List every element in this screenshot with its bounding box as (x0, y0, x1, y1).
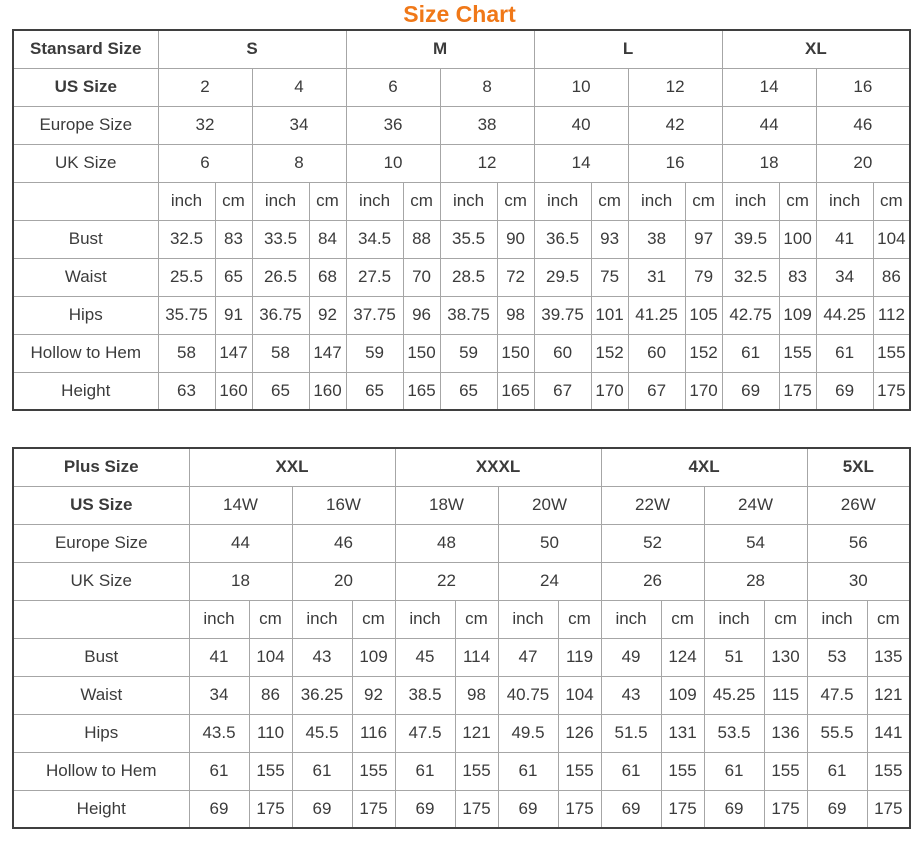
measurement-value-cell: 32.5 (722, 258, 779, 296)
measurement-value-cell: 53.5 (704, 714, 764, 752)
unit-header-row (13, 182, 910, 220)
size-value-cell: 14 (534, 144, 628, 182)
measurement-value-cell: 112 (873, 296, 910, 334)
size-value-cell: 44 (189, 524, 292, 562)
unit-header-cell: inch (189, 600, 249, 638)
measurement-value-cell: 39.5 (722, 220, 779, 258)
measurement-value-cell: 67 (534, 372, 591, 410)
size-conversion-row (13, 524, 910, 562)
size-value-cell: 10 (346, 144, 440, 182)
size-conversion-row (13, 68, 910, 106)
measurement-value-cell: 121 (455, 714, 498, 752)
size-value-cell: 28 (704, 562, 807, 600)
unit-header-cell: inch (395, 600, 455, 638)
unit-header-cell: cm (352, 600, 395, 638)
measurement-value-cell: 58 (158, 334, 215, 372)
unit-header-cell: inch (816, 182, 873, 220)
measurement-value-cell: 55.5 (807, 714, 867, 752)
measurement-value-cell: 28.5 (440, 258, 497, 296)
size-value-cell: 10 (534, 68, 628, 106)
size-group-header-cell: L (534, 30, 722, 68)
measurement-value-cell: 104 (249, 638, 292, 676)
size-value-cell: 20 (816, 144, 910, 182)
measurement-value-cell: 29.5 (534, 258, 591, 296)
measurement-value-cell: 38.5 (395, 676, 455, 714)
row-label-cell: Hollow to Hem (13, 334, 158, 372)
measurement-value-cell: 170 (591, 372, 628, 410)
measurement-value-cell: 152 (591, 334, 628, 372)
measurement-value-cell: 155 (352, 752, 395, 790)
measurement-row (13, 296, 910, 334)
unit-header-cell: cm (215, 182, 252, 220)
row-label-cell: US Size (13, 486, 189, 524)
size-value-cell: 24W (704, 486, 807, 524)
measurement-value-cell: 34 (189, 676, 249, 714)
measurement-value-cell: 69 (395, 790, 455, 828)
plus-size-table (12, 447, 911, 829)
measurement-value-cell: 51.5 (601, 714, 661, 752)
measurement-row (13, 790, 910, 828)
size-value-cell: 20W (498, 486, 601, 524)
measurement-value-cell: 121 (867, 676, 910, 714)
measurement-value-cell: 115 (764, 676, 807, 714)
measurement-row (13, 638, 910, 676)
measurement-row (13, 676, 910, 714)
size-value-cell: 42 (628, 106, 722, 144)
unit-header-cell: inch (252, 182, 309, 220)
size-value-cell: 34 (252, 106, 346, 144)
measurement-row (13, 372, 910, 410)
measurement-value-cell: 41 (816, 220, 873, 258)
measurement-value-cell: 175 (867, 790, 910, 828)
measurement-value-cell: 43 (601, 676, 661, 714)
size-value-cell: 14 (722, 68, 816, 106)
unit-header-cell: inch (601, 600, 661, 638)
unit-header-cell: cm (661, 600, 704, 638)
measurement-value-cell: 65 (440, 372, 497, 410)
measurement-row (13, 258, 910, 296)
size-value-cell: 24 (498, 562, 601, 600)
size-conversion-row (13, 562, 910, 600)
measurement-value-cell: 35.75 (158, 296, 215, 334)
measurement-value-cell: 150 (403, 334, 440, 372)
unit-header-cell: inch (722, 182, 779, 220)
measurement-value-cell: 35.5 (440, 220, 497, 258)
measurement-value-cell: 63 (158, 372, 215, 410)
measurement-value-cell: 72 (497, 258, 534, 296)
measurement-value-cell: 61 (498, 752, 558, 790)
unit-header-cell: cm (497, 182, 534, 220)
measurement-value-cell: 60 (534, 334, 591, 372)
measurement-value-cell: 26.5 (252, 258, 309, 296)
unit-header-cell: inch (440, 182, 497, 220)
size-value-cell: 6 (158, 144, 252, 182)
measurement-value-cell: 61 (395, 752, 455, 790)
measurement-value-cell: 155 (661, 752, 704, 790)
size-group-header-cell: M (346, 30, 534, 68)
measurement-value-cell: 130 (764, 638, 807, 676)
measurement-value-cell: 27.5 (346, 258, 403, 296)
measurement-value-cell: 65 (252, 372, 309, 410)
measurement-value-cell: 147 (309, 334, 346, 372)
measurement-value-cell: 53 (807, 638, 867, 676)
unit-header-cell: cm (764, 600, 807, 638)
measurement-value-cell: 110 (249, 714, 292, 752)
measurement-value-cell: 45 (395, 638, 455, 676)
measurement-value-cell: 155 (455, 752, 498, 790)
measurement-value-cell: 109 (661, 676, 704, 714)
measurement-value-cell: 104 (558, 676, 601, 714)
measurement-value-cell: 41.25 (628, 296, 685, 334)
measurement-value-cell: 47.5 (807, 676, 867, 714)
size-group-header-row (13, 448, 910, 486)
measurement-value-cell: 41 (189, 638, 249, 676)
unit-header-cell: cm (779, 182, 816, 220)
measurement-value-cell: 175 (352, 790, 395, 828)
size-conversion-row (13, 144, 910, 182)
measurement-value-cell: 61 (189, 752, 249, 790)
measurement-value-cell: 59 (440, 334, 497, 372)
row-label-cell: Europe Size (13, 106, 158, 144)
size-value-cell: 54 (704, 524, 807, 562)
measurement-value-cell: 65 (346, 372, 403, 410)
unit-header-cell: cm (591, 182, 628, 220)
measurement-value-cell: 33.5 (252, 220, 309, 258)
measurement-value-cell: 42.75 (722, 296, 779, 334)
row-label-cell: Hollow to Hem (13, 752, 189, 790)
measurement-value-cell: 109 (352, 638, 395, 676)
measurement-value-cell: 49 (601, 638, 661, 676)
corner-label-cell: Stansard Size (13, 30, 158, 68)
size-value-cell: 18 (722, 144, 816, 182)
page-title: Size Chart (403, 1, 516, 27)
measurement-value-cell: 38 (628, 220, 685, 258)
size-value-cell: 52 (601, 524, 704, 562)
measurement-value-cell: 38.75 (440, 296, 497, 334)
measurement-value-cell: 25.5 (158, 258, 215, 296)
measurement-value-cell: 83 (215, 220, 252, 258)
size-value-cell: 18W (395, 486, 498, 524)
measurement-value-cell: 31 (628, 258, 685, 296)
measurement-value-cell: 124 (661, 638, 704, 676)
measurement-value-cell: 61 (292, 752, 352, 790)
size-group-header-row (13, 30, 910, 68)
measurement-value-cell: 69 (722, 372, 779, 410)
measurement-value-cell: 61 (722, 334, 779, 372)
row-label-cell: UK Size (13, 144, 158, 182)
measurement-value-cell: 100 (779, 220, 816, 258)
measurement-value-cell: 92 (309, 296, 346, 334)
measurement-value-cell: 69 (189, 790, 249, 828)
unit-header-cell: cm (403, 182, 440, 220)
measurement-value-cell: 79 (685, 258, 722, 296)
size-value-cell: 36 (346, 106, 440, 144)
measurement-value-cell: 114 (455, 638, 498, 676)
measurement-value-cell: 61 (807, 752, 867, 790)
measurement-value-cell: 175 (764, 790, 807, 828)
unit-header-cell: inch (534, 182, 591, 220)
measurement-value-cell: 69 (498, 790, 558, 828)
measurement-value-cell: 60 (628, 334, 685, 372)
measurement-value-cell: 40.75 (498, 676, 558, 714)
size-value-cell: 16 (628, 144, 722, 182)
measurement-value-cell: 34.5 (346, 220, 403, 258)
unit-header-cell: inch (704, 600, 764, 638)
measurement-value-cell: 175 (779, 372, 816, 410)
measurement-value-cell: 136 (764, 714, 807, 752)
empty-corner-cell (13, 600, 189, 638)
measurement-value-cell: 61 (601, 752, 661, 790)
measurement-value-cell: 93 (591, 220, 628, 258)
unit-header-cell: inch (807, 600, 867, 638)
measurement-value-cell: 86 (249, 676, 292, 714)
measurement-value-cell: 34 (816, 258, 873, 296)
measurement-value-cell: 155 (764, 752, 807, 790)
size-group-header-cell: XXL (189, 448, 395, 486)
measurement-value-cell: 96 (403, 296, 440, 334)
measurement-value-cell: 97 (685, 220, 722, 258)
row-label-cell: US Size (13, 68, 158, 106)
size-value-cell: 16 (816, 68, 910, 106)
corner-label-cell: Plus Size (13, 448, 189, 486)
measurement-value-cell: 36.75 (252, 296, 309, 334)
measurement-value-cell: 84 (309, 220, 346, 258)
measurement-value-cell: 155 (558, 752, 601, 790)
measurement-value-cell: 150 (497, 334, 534, 372)
measurement-value-cell: 135 (867, 638, 910, 676)
empty-corner-cell (13, 182, 158, 220)
measurement-value-cell: 43.5 (189, 714, 249, 752)
measurement-value-cell: 109 (779, 296, 816, 334)
measurement-value-cell: 86 (873, 258, 910, 296)
size-value-cell: 30 (807, 562, 910, 600)
size-value-cell: 46 (816, 106, 910, 144)
size-value-cell: 20 (292, 562, 395, 600)
size-value-cell: 12 (440, 144, 534, 182)
measurement-value-cell: 36.25 (292, 676, 352, 714)
unit-header-cell: inch (158, 182, 215, 220)
row-label-cell: Height (13, 790, 189, 828)
size-group-header-cell: XXXL (395, 448, 601, 486)
row-label-cell: Bust (13, 220, 158, 258)
standard-size-table (12, 29, 911, 411)
measurement-value-cell: 105 (685, 296, 722, 334)
measurement-value-cell: 39.75 (534, 296, 591, 334)
unit-header-cell: cm (867, 600, 910, 638)
measurement-row (13, 334, 910, 372)
size-value-cell: 32 (158, 106, 252, 144)
measurement-value-cell: 98 (497, 296, 534, 334)
size-value-cell: 26 (601, 562, 704, 600)
measurement-value-cell: 69 (704, 790, 764, 828)
measurement-value-cell: 65 (215, 258, 252, 296)
measurement-value-cell: 175 (661, 790, 704, 828)
unit-header-cell: cm (455, 600, 498, 638)
measurement-value-cell: 83 (779, 258, 816, 296)
size-value-cell: 48 (395, 524, 498, 562)
size-value-cell: 38 (440, 106, 534, 144)
measurement-value-cell: 175 (558, 790, 601, 828)
measurement-value-cell: 75 (591, 258, 628, 296)
size-conversion-row (13, 486, 910, 524)
measurement-value-cell: 147 (215, 334, 252, 372)
measurement-value-cell: 165 (403, 372, 440, 410)
size-group-header-cell: S (158, 30, 346, 68)
measurement-value-cell: 175 (455, 790, 498, 828)
measurement-value-cell: 101 (591, 296, 628, 334)
row-label-cell: Hips (13, 296, 158, 334)
row-label-cell: UK Size (13, 562, 189, 600)
measurement-value-cell: 32.5 (158, 220, 215, 258)
unit-header-cell: cm (309, 182, 346, 220)
measurement-value-cell: 131 (661, 714, 704, 752)
measurement-value-cell: 155 (779, 334, 816, 372)
measurement-value-cell: 170 (685, 372, 722, 410)
measurement-row (13, 220, 910, 258)
size-value-cell: 4 (252, 68, 346, 106)
measurement-value-cell: 175 (873, 372, 910, 410)
measurement-value-cell: 152 (685, 334, 722, 372)
measurement-value-cell: 160 (215, 372, 252, 410)
size-group-header-cell: 4XL (601, 448, 807, 486)
measurement-value-cell: 92 (352, 676, 395, 714)
measurement-value-cell: 37.75 (346, 296, 403, 334)
measurement-value-cell: 155 (873, 334, 910, 372)
unit-header-row (13, 600, 910, 638)
measurement-value-cell: 45.25 (704, 676, 764, 714)
row-label-cell: Europe Size (13, 524, 189, 562)
unit-header-cell: cm (558, 600, 601, 638)
measurement-value-cell: 141 (867, 714, 910, 752)
measurement-value-cell: 69 (601, 790, 661, 828)
measurement-value-cell: 90 (497, 220, 534, 258)
measurement-value-cell: 51 (704, 638, 764, 676)
unit-header-cell: cm (249, 600, 292, 638)
measurement-value-cell: 44.25 (816, 296, 873, 334)
measurement-value-cell: 116 (352, 714, 395, 752)
size-value-cell: 12 (628, 68, 722, 106)
row-label-cell: Bust (13, 638, 189, 676)
size-conversion-row (13, 106, 910, 144)
measurement-row (13, 752, 910, 790)
measurement-value-cell: 43 (292, 638, 352, 676)
measurement-value-cell: 45.5 (292, 714, 352, 752)
size-value-cell: 18 (189, 562, 292, 600)
measurement-value-cell: 69 (292, 790, 352, 828)
measurement-value-cell: 91 (215, 296, 252, 334)
size-value-cell: 6 (346, 68, 440, 106)
measurement-value-cell: 175 (249, 790, 292, 828)
measurement-value-cell: 67 (628, 372, 685, 410)
size-value-cell: 56 (807, 524, 910, 562)
measurement-value-cell: 88 (403, 220, 440, 258)
measurement-value-cell: 69 (807, 790, 867, 828)
row-label-cell: Waist (13, 676, 189, 714)
measurement-value-cell: 68 (309, 258, 346, 296)
measurement-value-cell: 47 (498, 638, 558, 676)
unit-header-cell: inch (628, 182, 685, 220)
size-group-header-cell: XL (722, 30, 910, 68)
measurement-value-cell: 69 (816, 372, 873, 410)
unit-header-cell: cm (685, 182, 722, 220)
size-value-cell: 22W (601, 486, 704, 524)
measurement-value-cell: 155 (249, 752, 292, 790)
size-value-cell: 8 (252, 144, 346, 182)
measurement-value-cell: 61 (704, 752, 764, 790)
unit-header-cell: cm (873, 182, 910, 220)
measurement-value-cell: 61 (816, 334, 873, 372)
size-value-cell: 8 (440, 68, 534, 106)
measurement-value-cell: 58 (252, 334, 309, 372)
row-label-cell: Height (13, 372, 158, 410)
measurement-value-cell: 98 (455, 676, 498, 714)
measurement-value-cell: 119 (558, 638, 601, 676)
size-value-cell: 2 (158, 68, 252, 106)
measurement-value-cell: 47.5 (395, 714, 455, 752)
measurement-value-cell: 70 (403, 258, 440, 296)
size-value-cell: 44 (722, 106, 816, 144)
unit-header-cell: inch (292, 600, 352, 638)
measurement-value-cell: 49.5 (498, 714, 558, 752)
measurement-value-cell: 126 (558, 714, 601, 752)
size-value-cell: 22 (395, 562, 498, 600)
measurement-value-cell: 160 (309, 372, 346, 410)
size-value-cell: 16W (292, 486, 395, 524)
unit-header-cell: inch (346, 182, 403, 220)
size-group-header-cell: 5XL (807, 448, 910, 486)
row-label-cell: Hips (13, 714, 189, 752)
size-value-cell: 26W (807, 486, 910, 524)
measurement-value-cell: 155 (867, 752, 910, 790)
measurement-value-cell: 104 (873, 220, 910, 258)
measurement-value-cell: 59 (346, 334, 403, 372)
size-value-cell: 50 (498, 524, 601, 562)
unit-header-cell: inch (498, 600, 558, 638)
measurement-value-cell: 36.5 (534, 220, 591, 258)
size-value-cell: 14W (189, 486, 292, 524)
measurement-value-cell: 165 (497, 372, 534, 410)
measurement-row (13, 714, 910, 752)
size-value-cell: 46 (292, 524, 395, 562)
row-label-cell: Waist (13, 258, 158, 296)
size-value-cell: 40 (534, 106, 628, 144)
